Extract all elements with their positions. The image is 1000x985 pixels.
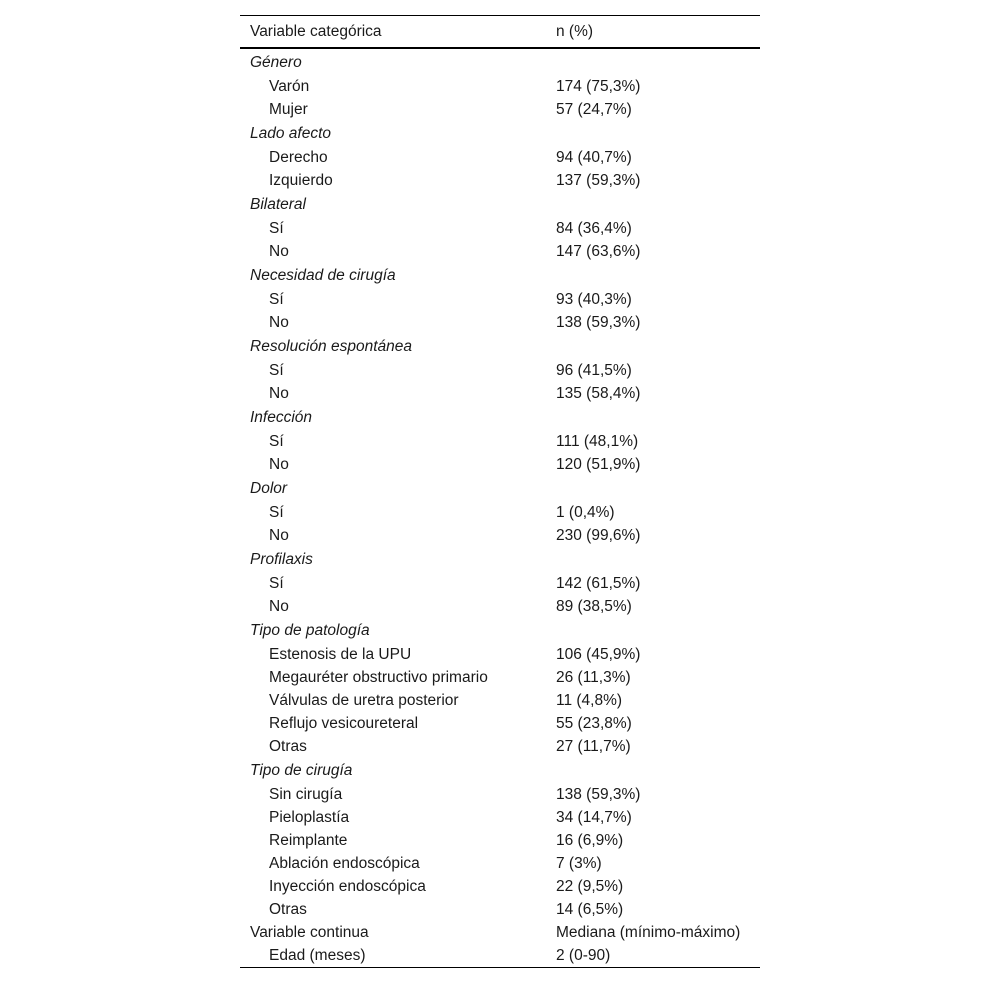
row-value: 135 (58,4%) [556,385,641,402]
table-row [240,712,760,735]
group-row [240,405,760,430]
row-label: Pieloplastía [269,809,350,826]
row-value: 96 (41,5%) [556,362,632,379]
group-title: Tipo de cirugía [250,762,353,779]
row-value: 106 (45,9%) [556,646,641,663]
table-row [240,98,760,121]
row-value: 7 (3%) [556,855,602,872]
group-empty-cell [556,758,760,783]
row-value: 94 (40,7%) [556,149,632,166]
header-row [240,16,760,49]
row-label: Varón [269,78,310,95]
group-row [240,192,760,217]
group-title: Bilateral [250,196,306,213]
row-label: Estenosis de la UPU [269,646,412,663]
row-value: 26 (11,3%) [556,669,631,686]
table-row [240,359,760,382]
row-value: 14 (6,5%) [556,901,624,918]
table-row [240,735,760,758]
row-value: 34 (14,7%) [556,809,632,826]
table-row [240,146,760,169]
table-row [240,783,760,806]
row-value: 138 (59,3%) [556,314,641,331]
row-value: 230 (99,6%) [556,527,641,544]
group-title: Infección [250,409,313,426]
group-empty-cell [556,547,760,572]
table-row [240,944,760,968]
row-label: No [269,385,289,402]
row-label: Reimplante [269,832,348,849]
row-value: 2 (0-90) [556,944,760,968]
group-empty-cell [556,476,760,501]
row-value: 120 (51,9%) [556,456,641,473]
group-empty-cell [556,121,760,146]
row-value: 93 (40,3%) [556,291,632,308]
row-value: 57 (24,7%) [556,101,632,118]
row-value: 22 (9,5%) [556,878,624,895]
row-label: No [269,598,289,615]
table-row [240,217,760,240]
group-title: Resolución espontánea [250,338,413,355]
row-value: 137 (59,3%) [556,172,641,189]
table-row [240,666,760,689]
table-row [240,572,760,595]
row-label: Sí [269,220,284,237]
group-row [240,758,760,783]
table-row [240,524,760,547]
row-value: 111 (48,1%) [556,433,639,450]
header-n-percent: n (%) [556,16,760,49]
group-empty-cell [556,263,760,288]
row-value: 142 (61,5%) [556,575,641,592]
table-row [240,288,760,311]
table-body [240,48,760,968]
row-label: Sí [269,433,284,450]
table-row [240,382,760,405]
table-row [240,501,760,524]
group-empty-cell [556,405,760,430]
group-empty-cell [556,48,760,75]
group-title: Género [250,54,302,71]
row-label: Sí [269,291,284,308]
row-value: 1 (0,4%) [556,504,615,521]
table-row [240,643,760,666]
group-row [240,121,760,146]
row-label: Sí [269,504,284,521]
row-label: Sin cirugía [269,786,343,803]
data-table-container [240,15,760,968]
row-value: 174 (75,3%) [556,78,641,95]
row-label: No [269,314,289,331]
table-row [240,240,760,263]
row-label: Edad (meses) [240,944,556,968]
table-row [240,898,760,921]
row-label: Ablación endoscópica [269,855,420,872]
row-label: Sí [269,575,284,592]
table-row [240,430,760,453]
continuous-header-row [240,921,760,944]
table-row [240,689,760,712]
row-value: 11 (4,8%) [556,692,623,709]
row-label: No [269,456,289,473]
row-label: Válvulas de uretra posterior [269,692,459,709]
row-value: 147 (63,6%) [556,243,641,260]
table-row [240,595,760,618]
group-empty-cell [556,618,760,643]
row-label: Megauréter obstructivo primario [269,669,488,686]
table-row [240,311,760,334]
row-value: 16 (6,9%) [556,832,624,849]
row-value: 138 (59,3%) [556,786,641,803]
row-value: 55 (23,8%) [556,715,632,732]
group-row [240,48,760,75]
table-header [240,16,760,49]
table-row [240,806,760,829]
table-row [240,875,760,898]
row-label: Inyección endoscópica [269,878,426,895]
table-row [240,169,760,192]
table-row [240,453,760,476]
group-row [240,334,760,359]
row-value: 89 (38,5%) [556,598,632,615]
table-row [240,852,760,875]
row-label: No [269,527,289,544]
row-label: Izquierdo [269,172,333,189]
row-label: No [269,243,289,260]
data-table [240,15,760,968]
continuous-value-header: Mediana (mínimo-máximo) [556,924,741,941]
continuous-label: Variable continua [250,924,369,941]
group-title: Profilaxis [250,551,313,568]
header-variable: Variable categórica [240,16,556,49]
row-label: Derecho [269,149,328,166]
group-title: Lado afecto [250,125,332,142]
group-row [240,547,760,572]
row-label: Mujer [269,101,308,118]
row-label: Otras [269,901,307,918]
row-value: 84 (36,4%) [556,220,632,237]
group-title: Tipo de patología [250,622,370,639]
group-row [240,618,760,643]
row-label: Otras [269,738,307,755]
table-row [240,75,760,98]
row-label: Reflujo vesicoureteral [269,715,419,732]
group-title: Necesidad de cirugía [250,267,396,284]
group-row [240,476,760,501]
group-empty-cell [556,334,760,359]
group-title: Dolor [250,480,288,497]
table-row [240,829,760,852]
row-value: 27 (11,7%) [556,738,631,755]
group-row [240,263,760,288]
group-empty-cell [556,192,760,217]
row-label: Sí [269,362,284,379]
